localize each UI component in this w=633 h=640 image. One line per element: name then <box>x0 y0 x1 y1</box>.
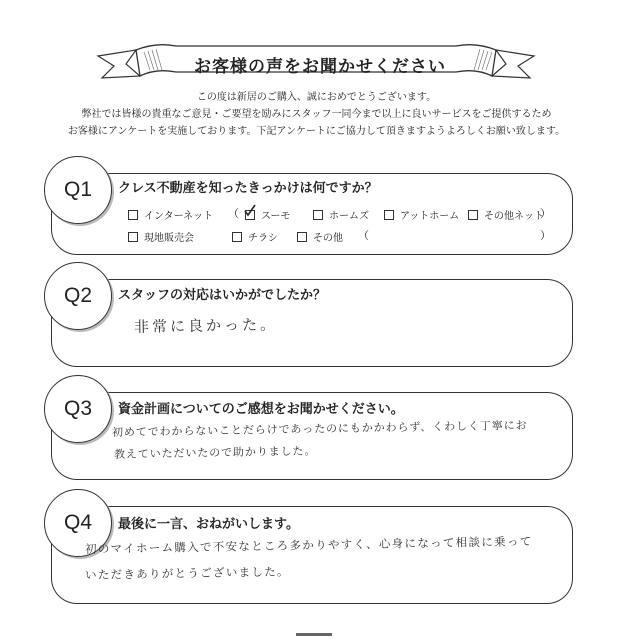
q1-option-suumo[interactable]: スーモ <box>245 207 291 222</box>
q1-option-flyer[interactable]: チラシ <box>232 229 278 244</box>
q4-answer-line1: 初のマイホーム購入で不安なところ多かりやすく、心身になって相談に乗って <box>84 534 533 556</box>
q3-question: 資金計画についてのご感想をお聞かせください。 <box>118 402 404 417</box>
q2-badge: Q2 <box>44 262 112 330</box>
q4-answer-line2: いただきありがとうございました。 <box>84 564 290 582</box>
q3-badge: Q3 <box>44 375 112 443</box>
footer-mark <box>296 633 332 636</box>
q1-option-athome[interactable]: アットホーム <box>384 207 459 222</box>
q1-badge: Q1 <box>44 156 112 224</box>
q4-badge: Q4 <box>44 489 112 557</box>
q1-option-onsite-sale[interactable]: 現地販売会 <box>128 229 194 244</box>
intro-line: この度は新居のご購入、誠におめでとうございます。 <box>196 92 437 103</box>
page-title: お客様の声をお聞かせください <box>194 57 446 77</box>
checkbox[interactable] <box>128 210 138 220</box>
intro-line: 弊社では皆様の貴重なご意見・ご要望を励みにスタッフ一同今まで以上に良いサービスをご提供するため <box>81 109 552 120</box>
paren-open: （ <box>228 207 239 220</box>
paren-close: ） <box>540 229 551 242</box>
q2-answer: 非常に良かった。 <box>133 315 279 336</box>
q1-option-internet[interactable]: インターネット <box>128 207 213 222</box>
q2-question: スタッフの対応はいかがでしたか？ <box>118 288 327 303</box>
q1-option-homes[interactable]: ホームズ <box>313 207 369 222</box>
q1-option-other-net[interactable]: その他ネット <box>468 207 544 222</box>
checkbox[interactable] <box>313 210 323 220</box>
checkmark-icon <box>243 204 257 218</box>
paren-close: ） <box>540 207 551 220</box>
q4-question: 最後に一言、おねがいします。 <box>118 517 299 532</box>
checkbox[interactable] <box>297 232 307 242</box>
checkbox[interactable] <box>468 210 478 220</box>
q1-question: クレス不動産を知ったきっかけは何ですか？ <box>118 181 378 196</box>
checkbox[interactable] <box>232 232 242 242</box>
q3-answer-line1: 初めてでわからないことだらけであったのにもかかわらず、くわしく丁寧にお <box>111 418 528 439</box>
checkbox[interactable] <box>128 232 138 242</box>
q1-option-other[interactable]: その他 <box>297 229 343 244</box>
checkbox[interactable] <box>384 210 394 220</box>
intro-line: お客様にアンケートを実施しております。下記アンケートにご協力して頂きますようよろしくお願い致します。 <box>67 126 566 137</box>
paren-open: （ <box>358 229 369 242</box>
q3-answer-line2: 教えていただいたので助かりました。 <box>113 444 317 461</box>
intro-text <box>0 89 633 140</box>
